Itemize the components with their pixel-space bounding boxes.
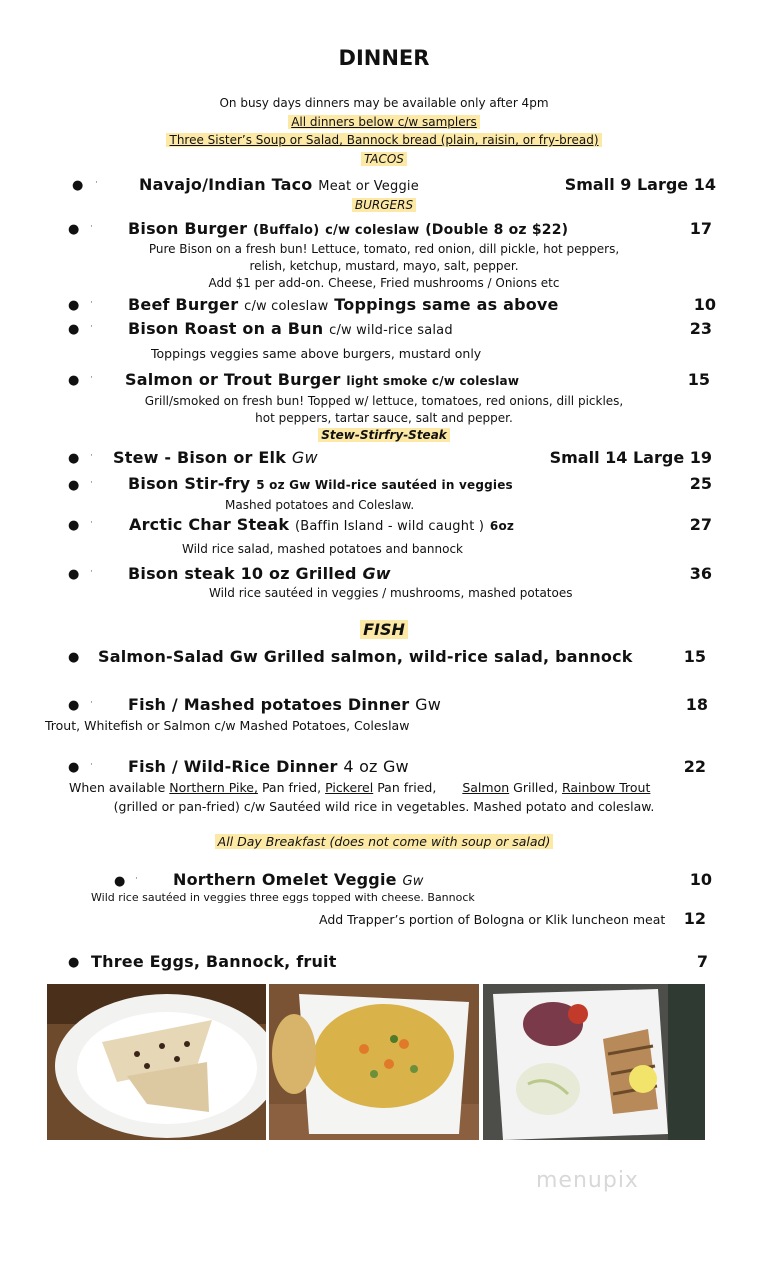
price-bison-burger: 17 <box>689 219 712 238</box>
bullet-icon: ● <box>68 373 80 388</box>
item-description: When available Northern Pike, Pan fried, Pickerel Pan fried, Salmon Grilled, Rainbow Trout <box>69 780 651 795</box>
dot-icon: · <box>90 373 93 383</box>
section-stew: Stew-Stirfry-Steak <box>318 428 450 442</box>
dot-icon: · <box>90 698 93 708</box>
price-stirfry: 25 <box>689 474 712 493</box>
price-arctic-char: 27 <box>689 515 712 534</box>
bullet-icon: ● <box>68 955 80 970</box>
price-stew: Small 14 Large 19 <box>549 448 712 467</box>
bullet-icon: ● <box>68 451 80 466</box>
bannock-photo <box>47 984 266 1140</box>
fish-plate-photo <box>483 984 705 1140</box>
dot-icon: · <box>135 874 138 884</box>
price-beef-burger: 10 <box>693 295 716 314</box>
price-salmon-burger: 15 <box>687 370 710 389</box>
item-description: relish, ketchup, mustard, mayo, salt, pepper. <box>249 259 519 273</box>
bullet-icon: ● <box>68 478 80 493</box>
soup-bannock-note: Three Sister’s Soup or Salad, Bannock bread (plain, raisin, or fry-bread) <box>166 133 601 147</box>
trapper-addon: Add Trapper’s portion of Bologna or Klik luncheon meat <box>319 912 666 927</box>
price-bison-roast: 23 <box>689 319 712 338</box>
availability-note: On busy days dinners may be available only after 4pm <box>219 96 549 110</box>
item-navajo-taco <box>139 175 419 194</box>
bullet-icon: ● <box>68 760 80 775</box>
item-beef-burger: Beef Burger c/w coleslaw Toppings same as above <box>128 295 559 314</box>
bullet-icon: ● <box>72 178 84 193</box>
samplers-note: All dinners below c/w samplers <box>288 115 480 129</box>
bullet-icon: ● <box>68 650 80 665</box>
bullet-icon: ● <box>68 322 80 337</box>
item-description: Trout, Whitefish or Salmon c/w Mashed Potatoes, Coleslaw <box>45 718 410 733</box>
item-description: Pure Bison on a fresh bun! Lettuce, tomato, red onion, dill pickle, hot peppers, <box>148 242 620 256</box>
price-taco: Small 9 Large 14 <box>564 175 716 194</box>
item-northern-omelet: Northern Omelet Veggie Gw <box>173 870 424 889</box>
item-salmon-burger: Salmon or Trout Burger light smoke c/w coleslaw <box>125 370 520 389</box>
bullet-icon: ● <box>68 698 80 713</box>
bullet-icon: ● <box>68 518 80 533</box>
dot-icon: · <box>90 760 93 770</box>
price-salmon-salad: 15 <box>683 647 706 666</box>
dot-icon: · <box>90 478 93 488</box>
section-tacos: TACOS <box>361 152 407 166</box>
menu-title: DINNER <box>338 46 430 70</box>
dot-icon: · <box>90 518 93 528</box>
dot-icon: · <box>90 298 93 308</box>
bullet-icon: ● <box>68 222 80 237</box>
item-description: Grill/smoked on fresh bun! Topped w/ lettuce, tomatoes, red onions, dill pickles, <box>144 394 624 408</box>
soup-photo <box>269 984 479 1140</box>
dot-icon: · <box>90 222 93 232</box>
bullet-icon: ● <box>114 874 126 889</box>
item-arctic-char: Arctic Char Steak (Baffin Island - wild caught ) 6oz <box>129 515 515 534</box>
item-description: Add $1 per add-on. Cheese, Fried mushrooms / Onions etc <box>208 276 560 290</box>
item-bison-stirfry: Bison Stir-fry 5 oz Gw Wild-rice sautéed in veggies <box>128 474 513 493</box>
dot-icon: · <box>90 322 93 332</box>
item-description: Wild rice sautéed in veggies three eggs topped with cheese. Bannock <box>91 891 475 904</box>
item-description: Wild rice sautéed in veggies / mushrooms, mashed potatoes <box>209 586 573 600</box>
item-name: Bison Burger <box>128 219 248 238</box>
section-burgers: BURGERS <box>352 198 416 212</box>
item-description: Wild rice salad, mashed potatoes and bannock <box>182 542 463 556</box>
watermark: menupix <box>536 1168 639 1193</box>
item-description: Toppings veggies same above burgers, mustard only <box>151 346 482 361</box>
item-name: Navajo/Indian Taco <box>139 175 313 194</box>
item-bison-burger: Bison Burger (Buffalo) c/w coleslaw (Double 8 oz $22) <box>128 219 569 238</box>
item-bison-roast: Bison Roast on a Bun c/w wild-rice salad <box>128 319 453 338</box>
dot-icon: · <box>90 567 93 577</box>
bullet-icon: ● <box>68 567 80 582</box>
item-bison-steak: Bison steak 10 oz Grilled Gw <box>128 564 391 583</box>
dot-icon: · <box>90 451 93 461</box>
price-fish-mashed: 18 <box>685 695 708 714</box>
item-stew: Stew - Bison or Elk Gw <box>113 448 318 467</box>
section-breakfast: All Day Breakfast (does not come with soup or salad) <box>215 834 554 849</box>
price-omelet: 10 <box>689 870 712 889</box>
price-three-eggs: 7 <box>696 952 708 971</box>
item-description: Mashed potatoes and Coleslaw. <box>225 498 415 512</box>
item-description: (grilled or pan-fried) c/w Sautéed wild rice in vegetables. Mashed potato and coleslaw. <box>113 799 655 814</box>
bullet-icon: ● <box>68 298 80 313</box>
section-fish: FISH <box>360 620 408 639</box>
item-three-eggs: Three Eggs, Bannock, fruit <box>91 952 337 971</box>
price-trapper: 12 <box>683 909 706 928</box>
price-fish-rice: 22 <box>683 757 706 776</box>
dot-icon: · <box>95 178 98 188</box>
price-bison-steak: 36 <box>689 564 712 583</box>
item-fish-mashed: Fish / Mashed potatoes Dinner Gw <box>128 695 442 714</box>
item-description: hot peppers, tartar sauce, salt and pepper. <box>255 411 513 425</box>
item-fish-rice: Fish / Wild-Rice Dinner 4 oz Gw <box>128 757 409 776</box>
item-salmon-salad: Salmon-Salad Gw Grilled salmon, wild-rice salad, bannock <box>98 647 633 666</box>
item-sub: Meat or Veggie <box>318 179 419 194</box>
